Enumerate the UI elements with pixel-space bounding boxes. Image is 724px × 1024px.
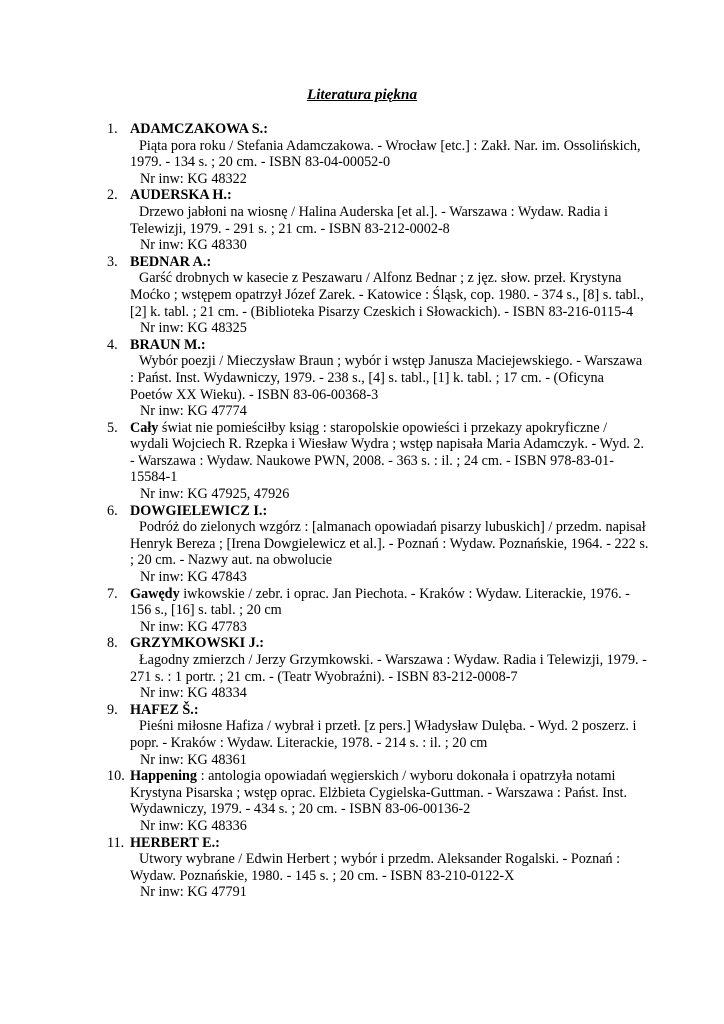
entry-description-first-line: Łagodny zmierzch / Jerzy Grzymkowski. - Warszawa : Wydaw. Radia i Telewizji, bbox=[139, 652, 604, 668]
entry-heading-line bbox=[130, 420, 649, 486]
bibliography-entry bbox=[109, 503, 649, 586]
inventory-number: Nr inw: KG 48361 bbox=[140, 751, 247, 768]
entry-title-continuation: : antologia opowiadań węgierskich / wyboru dokonała i opatrzyła notami Krystyna Pisarska ; wstęp oprac. Elżbieta Cygielska-Guttman. - Warszawa : Państ. Inst. Wydawniczy, 1979. - 434 s. ; 20 cm. - ISBN 83-06-00136-2 bbox=[130, 768, 628, 818]
entry-number: 9. bbox=[107, 701, 118, 718]
entry-description-rest: Krystyna Moćko ; wstępem opatrzył Józef Zarek. - Katowice : Śląsk, cop. 1980. - 374 s., [8] s. tabl., [2] k. tabl. ; 21 cm. - (Biblioteka Pisarzy Czeskich i Słowackich). - ISBN 83-216-0115-4 bbox=[130, 270, 644, 320]
entry-number: 3. bbox=[107, 253, 118, 270]
inventory-number: Nr inw: KG 48325 bbox=[140, 320, 247, 337]
entry-number: 11. bbox=[107, 834, 125, 851]
entry-heading: DOWGIELEWICZ I.: bbox=[130, 502, 268, 519]
entry-heading: HERBERT E.: bbox=[130, 834, 220, 851]
entry-description-first-line: Drzewo jabłoni na wiosnę / Halina Auderska [et al.]. - Warszawa : Wydaw. Radia i bbox=[139, 203, 608, 220]
bibliography-entry bbox=[109, 337, 649, 420]
bibliography-entry bbox=[109, 187, 649, 253]
entry-number: 5. bbox=[107, 419, 118, 436]
entry-number: 1. bbox=[107, 121, 118, 137]
entry-heading: Gawędy bbox=[130, 585, 180, 602]
bibliography-entry bbox=[109, 121, 649, 187]
inventory-number: Nr inw: KG 47925, 47926 bbox=[140, 486, 290, 503]
bibliography-list bbox=[109, 121, 649, 901]
entry-description bbox=[130, 652, 649, 685]
entry-description-first-line: Utwory wybrane / Edwin Herbert ; wybór i przedm. Aleksander Rogalski. - Poznań : bbox=[139, 851, 621, 868]
entry-heading: BRAUN M.: bbox=[130, 336, 206, 353]
entry-heading-line bbox=[130, 121, 649, 138]
entry-description-first-line: Wybór poezji / Mieczysław Braun ; wybór i wstęp Janusza Maciejewskiego. - bbox=[139, 353, 581, 370]
bibliography-entry bbox=[109, 635, 649, 701]
inventory-number: Nr inw: KG 47774 bbox=[140, 403, 247, 420]
entry-description bbox=[130, 851, 649, 884]
entry-description-rest: poszerz. i popr. - Kraków : Wydaw. Literackie, 1978. - 214 s. : il. ; 20 cm bbox=[130, 718, 637, 751]
entry-title-continuation: świat nie pomieściłby ksiąg : staropolskie opowieści i przekazy apokryficzne / wydali Wojciech R. Rzepka i Wiesław Wydra ; wstęp napisała Maria Adamczyk. - Wyd. 2. - Warszawa : Wydaw. Naukowe PWN, 2008. - 363 s. : il. ; 24 cm. - ISBN 978-83-01-15584-1 bbox=[130, 419, 645, 486]
entry-description bbox=[130, 353, 649, 403]
entry-description-rest: Ossolińskich, 1979. - 134 s. ; 20 cm. - ISBN 83-04-00052-0 bbox=[130, 137, 641, 171]
entry-number: 10. bbox=[107, 768, 125, 785]
inventory-number: Nr inw: KG 48330 bbox=[140, 237, 247, 254]
entry-number: 6. bbox=[107, 502, 118, 519]
inventory-number: Nr inw: KG 47783 bbox=[140, 618, 247, 635]
entry-description bbox=[130, 718, 649, 751]
bibliography-entry bbox=[109, 768, 649, 834]
entry-description-rest: Wydaw. Poznańskie, 1980. - 145 s. ; 20 cm. - ISBN 83-210-0122-X bbox=[130, 867, 515, 884]
entry-description-first-line: Podróż do zielonych wzgórz : [almanach opowiadań pisarzy lubuskich] / przedm. bbox=[139, 519, 602, 536]
entry-description bbox=[130, 204, 649, 237]
entry-heading-line bbox=[130, 835, 649, 852]
inventory-number: Nr inw: KG 47843 bbox=[140, 569, 247, 586]
entry-description-first-line: Garść drobnych w kasecie z Peszawaru / Alfonz Bednar ; z jęz. słow. przeł. bbox=[139, 270, 566, 287]
entry-number: 2. bbox=[107, 187, 118, 204]
entry-number: 7. bbox=[107, 585, 118, 602]
inventory-number: Nr inw: KG 47791 bbox=[140, 884, 247, 901]
entry-heading-line bbox=[130, 254, 649, 271]
entry-description-rest: 1979. - 271 s. : 1 portr. ; 21 cm. - (Teatr Wyobraźni). - ISBN 83-212-0008-7 bbox=[130, 652, 647, 685]
entry-heading: HAFEZ Š.: bbox=[130, 701, 199, 718]
entry-heading-line bbox=[130, 635, 649, 652]
entry-heading-line bbox=[130, 768, 649, 818]
bibliography-entry bbox=[109, 835, 649, 901]
bibliography-entry bbox=[109, 702, 649, 768]
entry-description-first-line: Pieśni miłosne Hafiza / wybrał i przetł. [z pers.] Władysław Dulęba. - Wyd. 2 bbox=[139, 718, 579, 735]
entry-description-rest: Warszawa : Państ. Inst. Wydawniczy, 1979. - 238 s., [4] s. tabl., [1] k. tabl. ; 17 cm. - (Oficyna Poetów XX Wieku). - ISBN 83-06-00368-3 bbox=[130, 353, 643, 403]
entry-title-continuation: iwkowskie / zebr. i oprac. Jan Piechota. - Kraków : Wydaw. Literackie, 1976. - 156 s., [16] s. tabl. ; 20 cm bbox=[130, 585, 630, 619]
entry-heading-line bbox=[130, 586, 649, 619]
entry-heading: BEDNAR A.: bbox=[130, 253, 212, 270]
page-title: Literatura piękna bbox=[306, 86, 418, 103]
entry-heading-line bbox=[130, 187, 649, 204]
entry-description-rest: napisał Henryk Bereza ; [Irena Dowgielewicz et al.]. - Poznań : Wydaw. Poznańskie, 1964. - 222 s. ; 20 cm. - Nazwy aut. na obwolucie bbox=[130, 519, 649, 569]
inventory-number: Nr inw: KG 48334 bbox=[140, 685, 247, 702]
bibliography-entry bbox=[109, 254, 649, 337]
bibliography-entry bbox=[109, 586, 649, 636]
bibliography-entry bbox=[109, 420, 649, 503]
entry-number: 8. bbox=[107, 635, 118, 652]
entry-heading: Happening bbox=[130, 768, 198, 785]
entry-description-first-line: Piąta pora roku / Stefania Adamczakowa. - Wrocław [etc.] : Zakł. Nar. im. bbox=[139, 137, 561, 154]
entry-heading: AUDERSKA H.: bbox=[130, 187, 232, 204]
entry-heading-line bbox=[130, 702, 649, 719]
entry-heading: Cały bbox=[130, 419, 159, 436]
entry-heading-line bbox=[130, 337, 649, 354]
inventory-number: Nr inw: KG 48322 bbox=[140, 170, 247, 187]
entry-heading: ADAMCZAKOWA S.: bbox=[130, 121, 268, 137]
entry-description bbox=[130, 138, 649, 171]
inventory-number: Nr inw: KG 48336 bbox=[140, 817, 247, 834]
entry-description bbox=[130, 270, 649, 320]
entry-heading: GRZYMKOWSKI J.: bbox=[130, 635, 264, 652]
entry-heading-line bbox=[130, 503, 649, 520]
entry-description bbox=[130, 519, 649, 569]
entry-description-rest: Telewizji, 1979. - 291 s. ; 21 cm. - ISBN 83-212-0002-8 bbox=[130, 220, 450, 237]
entry-number: 4. bbox=[107, 336, 118, 353]
